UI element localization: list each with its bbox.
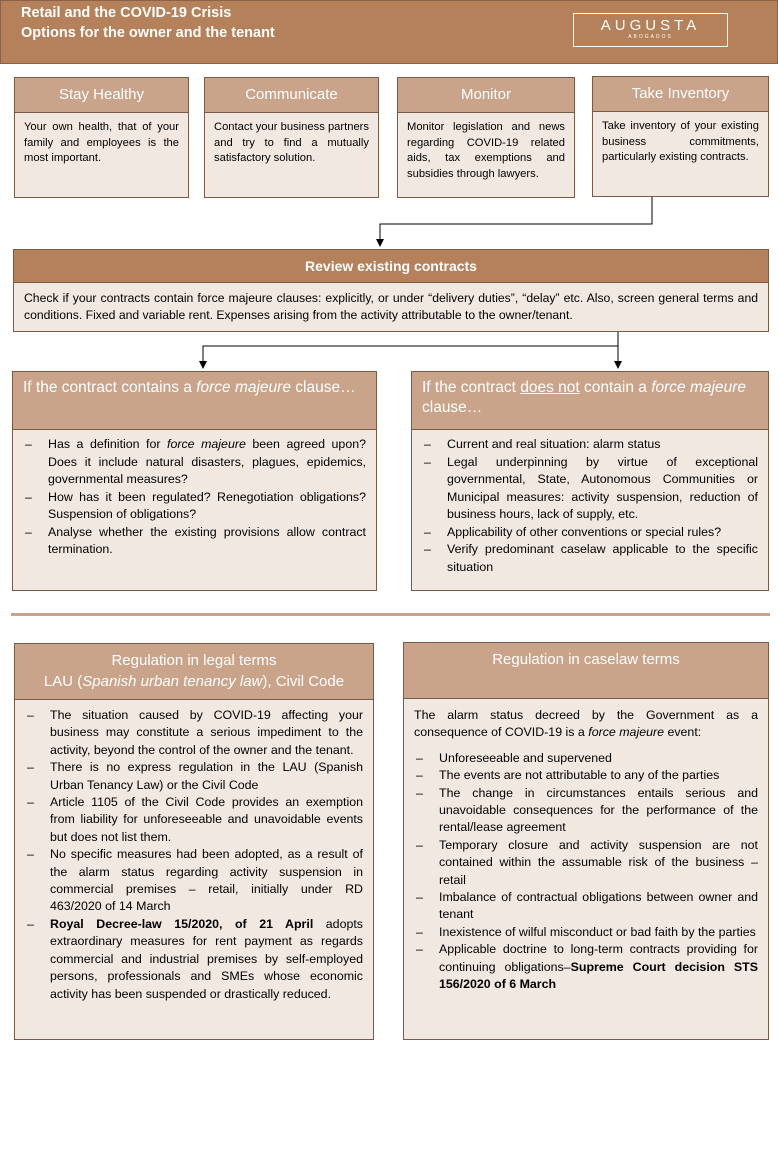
connector-inventory-to-review	[380, 197, 652, 243]
step-title: Stay Healthy	[15, 78, 188, 113]
list-item: – Verify predominant caselaw applicable to the specific situation	[422, 541, 758, 576]
header-subtitle: Options for the owner and the tenant	[21, 25, 275, 41]
list-item: – Applicable doctrine to long-term contracts providing for continuing obligations–Supreme Court decision STS 156/2020 of 6 March	[414, 941, 758, 993]
list-item: – Current and real situation: alarm status	[422, 436, 758, 454]
review-title: Review existing contracts	[13, 249, 769, 283]
list-item: – Legal underpinning by virtue of exceptional governmental, State, Autonomous Communities or Municipal measures: activity suspension, reduction of business hours, lack of supply, etc.	[422, 454, 758, 524]
logo-name: AUGUSTA	[600, 17, 701, 34]
title-line: LAU (Spanish urban tenancy law), Civil Code	[43, 673, 345, 690]
list-item: – Temporary closure and activity suspension are not contained within the assumable risk of the business – retail	[414, 837, 758, 889]
section-divider	[11, 613, 770, 616]
list-item: – No specific measures had been adopted, as a result of the alarm status regarding activity suspension in commercial premises – retail, initially under RD 463/2020 of 14 March	[25, 846, 363, 916]
review-text: Check if your contracts contain force majeure clauses: explicitly, or under “delivery duties”, “delay” etc. Also, screen general terms and conditions. Fixed and variable rent. Expenses arising from the activity attributable to the owner/tenant.	[13, 283, 769, 332]
legal-terms-title	[14, 643, 374, 700]
without-clause-box	[411, 371, 769, 591]
list-item: – Royal Decree-law 15/2020, of 21 April adopts extraordinary measures for rent payment as regards commercial and industrial premises by self-employed persons, professionals and SMEs whose economic activity has been suspended or drastically reduced.	[25, 916, 363, 1003]
list-item: – Inexistence of wilful misconduct or bad faith by the parties	[414, 924, 758, 941]
list-item: – There is no express regulation in the LAU (Spanish Urban Tenancy Law) or the Civil Code	[25, 759, 363, 794]
legal-terms-list	[25, 707, 363, 1003]
with-clause-list	[23, 436, 366, 559]
caselaw-terms-title: Regulation in caselaw terms	[403, 642, 769, 699]
without-clause-list	[422, 436, 758, 576]
list-item: – Unforeseeable and supervened	[414, 750, 758, 767]
list-item: – The situation caused by COVID-19 affecting your business may constitute a serious impediment to the activity, beyond the control of the owner and the tenant.	[25, 707, 363, 759]
step-title: Monitor	[398, 78, 574, 113]
list-item: – Article 1105 of the Civil Code provides an exemption from liability for unforeseeable and unavoidable events but does not list them.	[25, 794, 363, 846]
legal-terms-box	[14, 643, 374, 1040]
step-text: Monitor legislation and news regarding COVID-19 related aids, tax exemptions and subsidies through lawyers.	[398, 113, 574, 197]
title-line: Regulation in legal terms	[111, 652, 277, 669]
list-item: – Analyse whether the existing provisions allow contract termination.	[23, 524, 366, 559]
logo-subtitle: ABOGADOS	[628, 34, 673, 40]
title-emphasis: force majeure	[196, 379, 291, 396]
title-part: clause…	[290, 379, 356, 396]
without-clause-title: If the contract does not contain a force majeure clause…	[411, 371, 769, 430]
without-clause-body	[411, 430, 769, 591]
list-item: – Imbalance of contractual obligations between owner and tenant	[414, 889, 758, 924]
with-clause-body	[12, 430, 377, 591]
step-text: Take inventory of your existing business commitments, particularly existing contracts.	[593, 112, 768, 196]
list-item: – The events are not attributable to any of the parties	[414, 767, 758, 784]
with-clause-box	[12, 371, 377, 591]
caselaw-list	[414, 750, 758, 994]
caselaw-intro: The alarm status decreed by the Government as a consequence of COVID-19 is a force majeure event:	[414, 708, 758, 740]
connector-review-to-branches	[203, 332, 618, 365]
list-item: – How has it been regulated? Renegotiation obligations? Suspension of obligations?	[23, 489, 366, 524]
title-part: If the contract contains a	[23, 379, 197, 396]
step-text: Your own health, that of your family and employees is the most important.	[15, 113, 188, 197]
list-item: – The change in circumstances entails serious and unavoidable consequences for the performance of the rental/lease agreement	[414, 785, 758, 837]
list-item: – Applicability of other conventions or special rules?	[422, 524, 758, 542]
list-item: – Has a definition for force majeure been agreed upon? Does it include natural disasters, plagues, epidemics, governmental measures?	[23, 436, 366, 489]
with-clause-title	[12, 371, 377, 430]
step-text: Contact your business partners and try to find a mutually satisfactory solution.	[205, 113, 378, 197]
caselaw-terms-box	[403, 642, 769, 1040]
legal-terms-body	[14, 700, 374, 1040]
step-title: Communicate	[205, 78, 378, 113]
header-title: Retail and the COVID-19 Crisis	[21, 5, 232, 21]
step-title: Take Inventory	[593, 77, 768, 112]
caselaw-terms-body	[403, 699, 769, 1040]
